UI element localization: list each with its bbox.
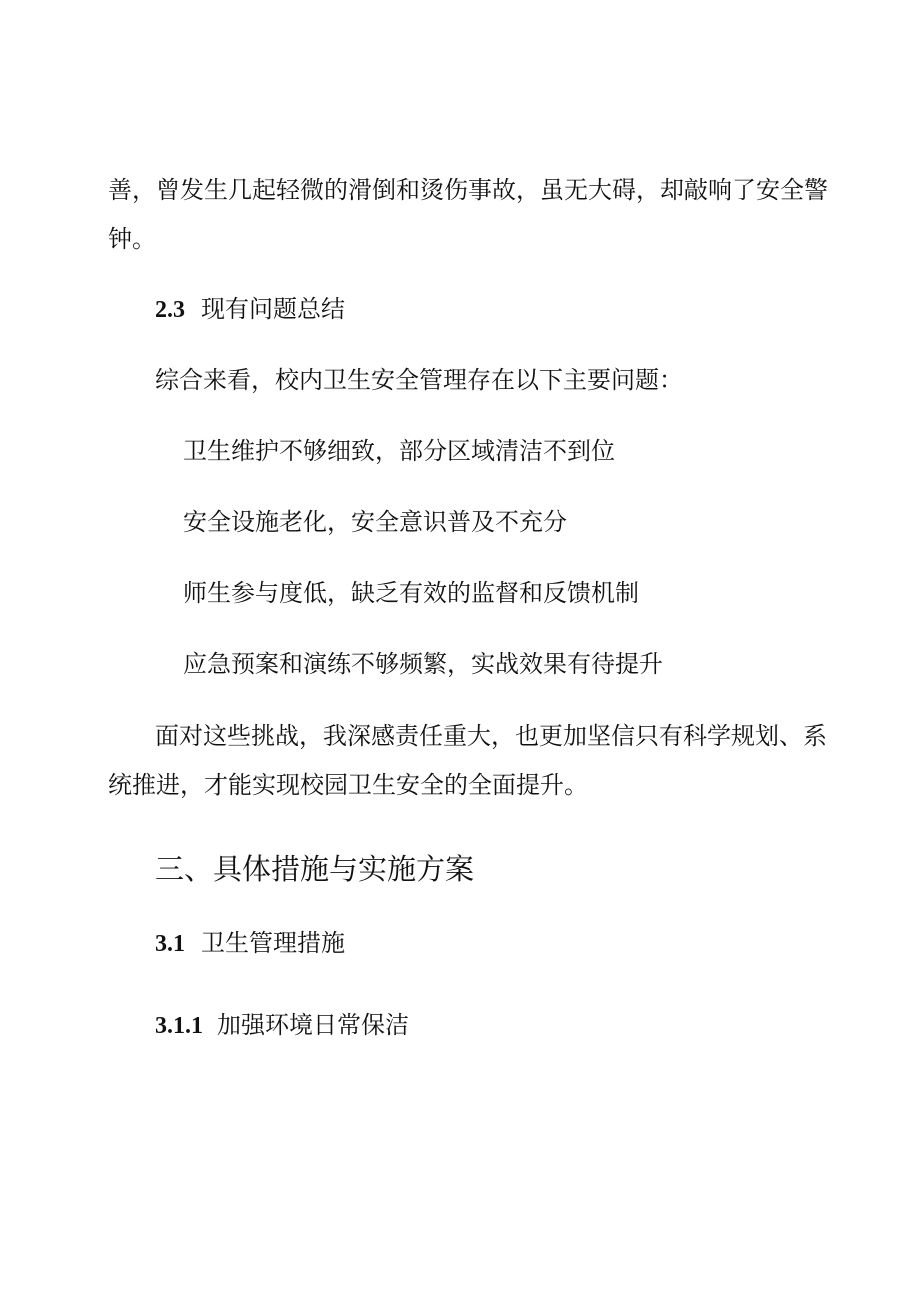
paragraph-intro-line-1: 善，曾发生几起轻微的滑倒和烫伤事故，虽无大碍，却敲响了安全警	[108, 176, 828, 204]
section-number: 2.3	[155, 297, 185, 323]
section-heading-2-3	[155, 297, 345, 322]
section-number: 3.1.1	[155, 1013, 203, 1039]
chapter-heading-3: 三、具体措施与实施方案	[155, 852, 475, 886]
issue-item: 应急预案和演练不够频繁，实战效果有待提升	[183, 650, 663, 678]
section-title: 现有问题总结	[201, 295, 345, 323]
section-title: 加强环境日常保洁	[217, 1011, 409, 1039]
paragraph-summary-intro: 综合来看，校内卫生安全管理存在以下主要问题：	[155, 366, 683, 394]
section-heading-3-1-1	[155, 1013, 409, 1038]
paragraph-conclusion-line-1: 面对这些挑战，我深感责任重大，也更加坚信只有科学规划、系	[155, 722, 827, 750]
paragraph-conclusion-line-2: 统推进，才能实现校园卫生安全的全面提升。	[108, 771, 588, 799]
issue-item: 安全设施老化，安全意识普及不充分	[183, 508, 567, 536]
section-heading-3-1	[155, 931, 345, 956]
issue-item: 师生参与度低，缺乏有效的监督和反馈机制	[183, 579, 639, 607]
issue-item: 卫生维护不够细致，部分区域清洁不到位	[183, 437, 615, 465]
paragraph-intro-line-2: 钟。	[108, 225, 156, 253]
section-title: 卫生管理措施	[201, 929, 345, 957]
section-number: 3.1	[155, 931, 185, 957]
